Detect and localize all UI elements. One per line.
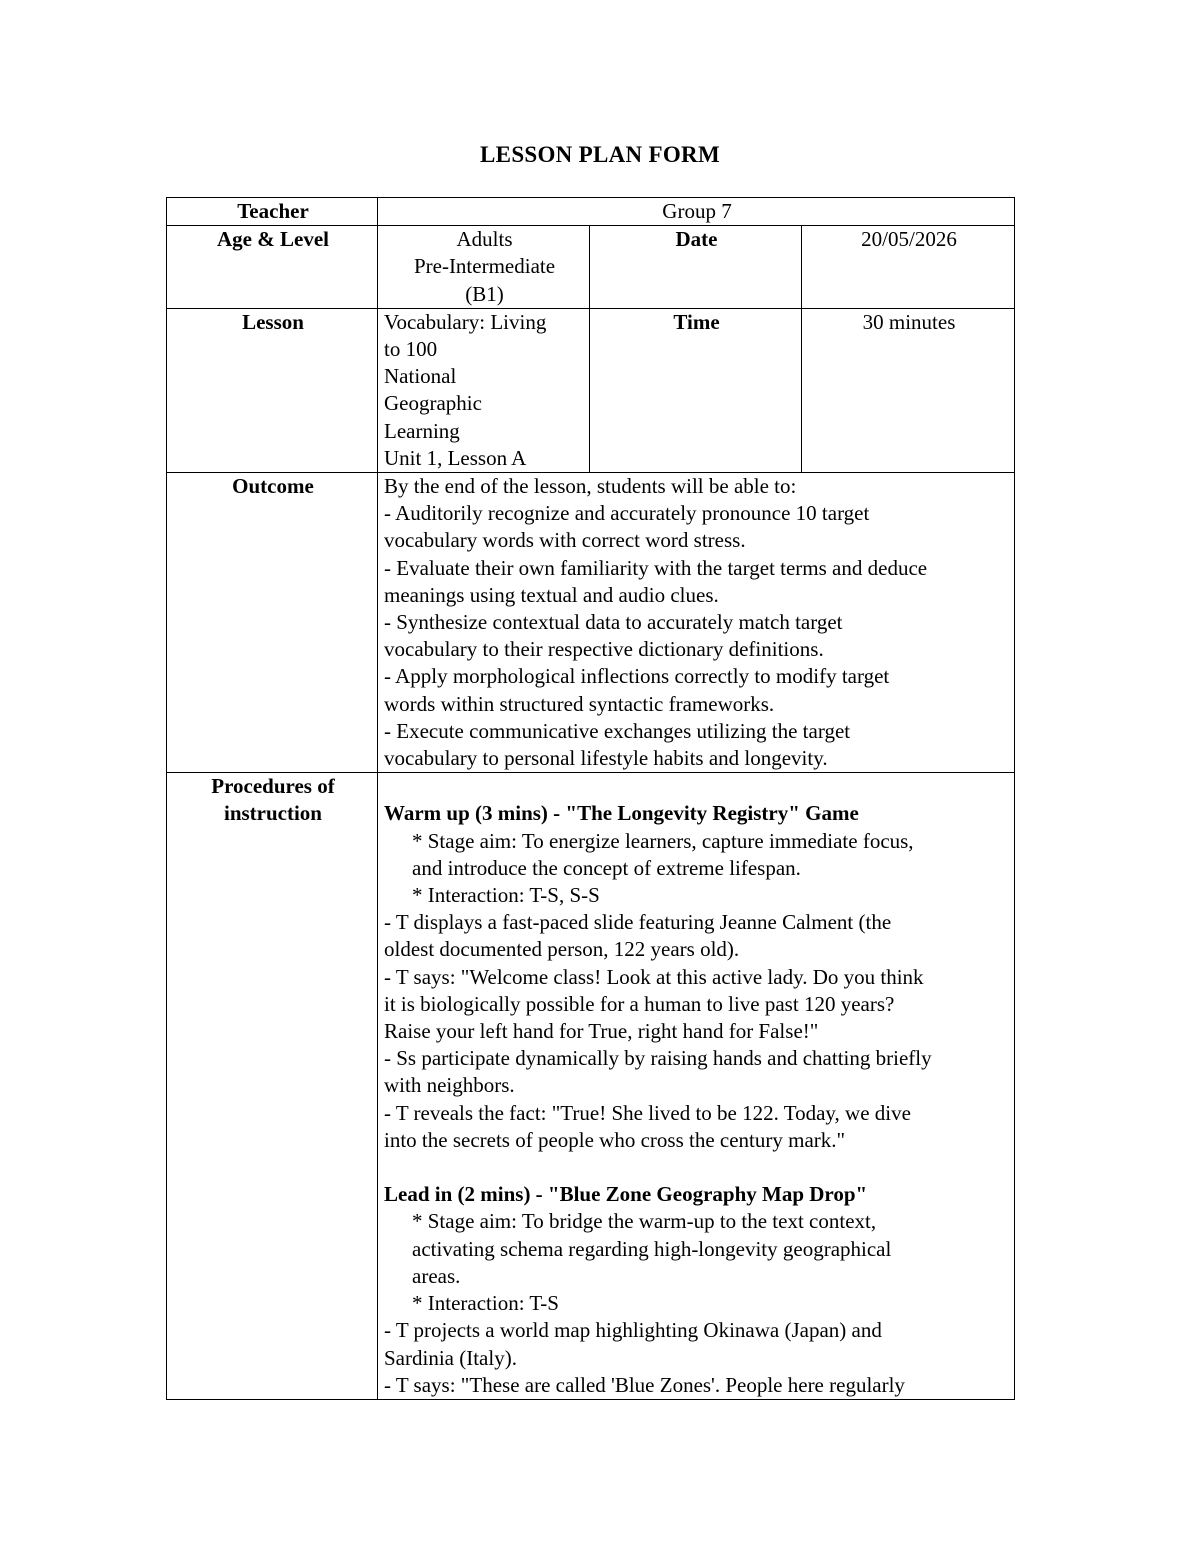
outcome-line: - Evaluate their own familiarity with the target terms and deduce <box>384 555 928 580</box>
row-lesson <box>167 308 1015 472</box>
label-date: Date <box>590 226 802 309</box>
warmup-line: Raise your left hand for True, right hand for False!" <box>384 1019 819 1044</box>
warmup-aim: and introduce the concept of extreme lifespan. <box>412 855 801 880</box>
warmup-aim: * Stage aim: To energize learners, capture immediate focus, <box>412 828 914 853</box>
age-line: Adults <box>456 227 513 252</box>
leadin-heading: Lead in (2 mins) - "Blue Zone Geography Map Drop" <box>384 1182 868 1207</box>
outcome-line: vocabulary words with correct word stress. <box>384 528 746 553</box>
outcome-line: - Auditorily recognize and accurately pronounce 10 target <box>384 501 870 526</box>
warmup-line: it is biologically possible for a human to live past 120 years? <box>384 991 895 1016</box>
label-outcome: Outcome <box>167 473 378 773</box>
row-outcome <box>167 473 1015 773</box>
warmup-line: - T says: "Welcome class! Look at this active lady. Do you think <box>384 964 924 989</box>
leadin-aim: areas. <box>412 1263 461 1288</box>
row-procedures <box>167 773 1015 1400</box>
warmup-line: into the secrets of people who cross the century mark." <box>384 1127 846 1152</box>
lesson-line: to 100 <box>384 337 438 362</box>
value-date: 20/05/2026 <box>802 226 1015 309</box>
value-time: 30 minutes <box>802 308 1015 472</box>
warmup-line: - Ss participate dynamically by raising hands and chatting briefly <box>384 1046 932 1071</box>
label-lesson: Lesson <box>167 308 378 472</box>
warmup-line: - T displays a fast-paced slide featuring Jeanne Calment (the <box>384 910 892 935</box>
level-line: Pre-Intermediate <box>413 254 556 279</box>
procedures-label-line: Procedures of <box>211 774 335 799</box>
label-procedures <box>167 773 378 1400</box>
outcome-line: vocabulary to personal lifestyle habits and longevity. <box>384 746 828 771</box>
outcome-line: - Apply morphological inflections correctly to modify target <box>384 664 890 689</box>
outcome-line: words within structured syntactic frameworks. <box>384 691 775 716</box>
cefr-line: (B1) <box>465 281 504 306</box>
warmup-line: oldest documented person, 122 years old). <box>384 937 740 962</box>
leadin-aim: activating schema regarding high-longevity geographical <box>412 1236 892 1261</box>
value-procedures <box>378 773 1015 1400</box>
leadin-aim: * Stage aim: To bridge the warm-up to the text context, <box>412 1209 877 1234</box>
lesson-plan-table <box>166 197 1015 1400</box>
leadin-interaction: * Interaction: T-S <box>412 1291 559 1316</box>
value-age-level <box>378 226 590 309</box>
label-time: Time <box>590 308 802 472</box>
leadin-line: Sardinia (Italy). <box>384 1345 517 1370</box>
warmup-line: - T reveals the fact: "True! She lived to be 122. Today, we dive <box>384 1100 911 1125</box>
warmup-interaction: * Interaction: T-S, S-S <box>412 883 600 908</box>
lesson-line: Vocabulary: Living <box>384 309 547 334</box>
leadin-line: - T says: "These are called 'Blue Zones'. People here regularly <box>384 1372 905 1397</box>
lesson-line: Unit 1, Lesson A <box>384 445 527 470</box>
label-age-level: Age & Level <box>167 226 378 309</box>
outcome-line: meanings using textual and audio clues. <box>384 582 719 607</box>
lesson-line: Geographic <box>384 391 482 416</box>
lesson-line: National <box>384 364 457 389</box>
outcome-line: vocabulary to their respective dictionary definitions. <box>384 637 824 662</box>
value-lesson <box>378 308 590 472</box>
procedures-label-line: instruction <box>223 801 322 826</box>
leadin-line: - T projects a world map highlighting Okinawa (Japan) and <box>384 1318 882 1343</box>
label-teacher: Teacher <box>167 198 378 226</box>
page-title: LESSON PLAN FORM <box>480 142 720 167</box>
row-teacher <box>167 198 1015 226</box>
value-outcome <box>378 473 1015 773</box>
outcome-line: By the end of the lesson, students will be able to: <box>384 474 797 499</box>
row-age-level <box>167 226 1015 309</box>
outcome-line: - Execute communicative exchanges utilizing the target <box>384 718 851 743</box>
outcome-line: - Synthesize contextual data to accurately match target <box>384 610 843 635</box>
warmup-heading: Warm up (3 mins) - "The Longevity Registry" Game <box>384 801 859 826</box>
lesson-line: Learning <box>384 418 460 443</box>
warmup-line: with neighbors. <box>384 1073 515 1098</box>
value-teacher: Group 7 <box>378 198 1015 226</box>
